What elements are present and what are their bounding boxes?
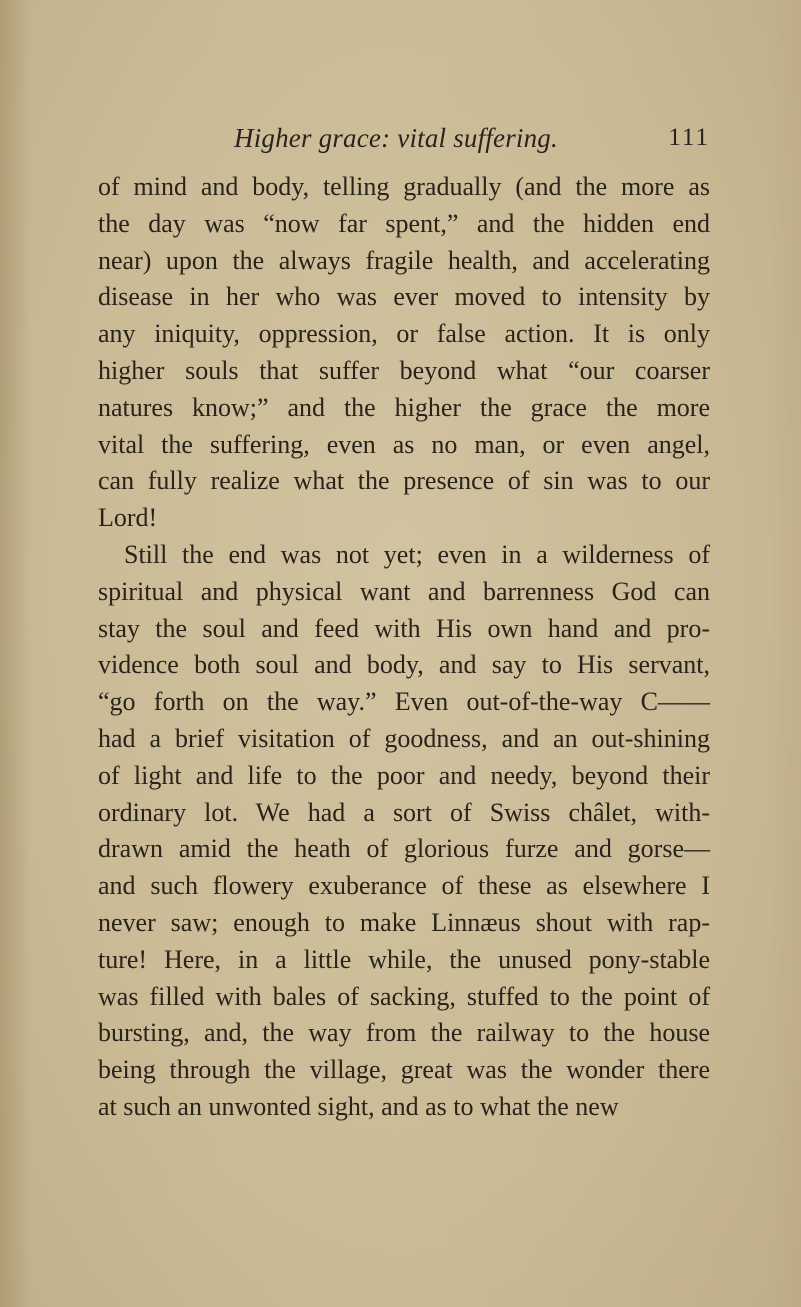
- text-line: can fully realize what the presence of sin was to our: [98, 466, 710, 496]
- text-line: natures know;” and the higher the grace the more: [98, 392, 710, 422]
- text-line: of light and life to the poor and needy, beyond their: [98, 760, 710, 790]
- text-line: at such an unwonted sight, and as to what the new: [98, 1091, 619, 1121]
- text-line: drawn amid the heath of glorious furze and gorse—: [98, 834, 710, 864]
- text-line: of mind and body, telling gradually (and the more as: [98, 172, 710, 201]
- text-line: never saw; enough to make Linnæus shout with rap-: [98, 907, 710, 937]
- text-line: bursting, and, the way from the railway to the house: [98, 1018, 710, 1048]
- text-line: stay the soul and feed with His own hand and pro-: [98, 613, 710, 643]
- text-line: had a brief visitation of goodness, and an out-shining: [98, 723, 710, 753]
- text-line: being through the village, great was the wonder there: [98, 1055, 710, 1085]
- text-line: ordinary lot. We had a sort of Swiss châlet, with-: [98, 797, 710, 827]
- text-line: Still the end was not yet; even in a wilderness of: [124, 539, 710, 569]
- text-line: vidence both soul and body, and say to His servant,: [98, 650, 710, 680]
- text-line: was filled with bales of sacking, stuffed to the point of: [98, 981, 710, 1011]
- body-text: [98, 169, 710, 1126]
- text-line: vital the suffering, even as no man, or even angel,: [98, 429, 710, 459]
- binding-shadow: [0, 0, 30, 1307]
- text-line: spiritual and physical want and barrenness God can: [98, 576, 710, 606]
- text-line: “go forth on the way.” Even out-of-the-way C——: [98, 687, 710, 717]
- text-line: any iniquity, oppression, or false action. It is only: [98, 319, 710, 349]
- text-line: higher souls that suffer beyond what “our coarser: [98, 355, 710, 385]
- text-line: ture! Here, in a little while, the unused pony-stable: [98, 944, 710, 974]
- running-head: Higher grace: vital suffering.: [234, 123, 558, 153]
- text-line: and such flowery exuberance of these as elsewhere I: [98, 871, 710, 901]
- page-number: 111: [668, 124, 710, 151]
- text-line: near) upon the always fragile health, and accelerating: [98, 245, 710, 275]
- page-header: [98, 123, 710, 163]
- text-line: the day was “now far spent,” and the hidden end: [98, 208, 710, 238]
- text-line: Lord!: [98, 503, 158, 533]
- text-line: disease in her who was ever moved to intensity by: [98, 282, 710, 312]
